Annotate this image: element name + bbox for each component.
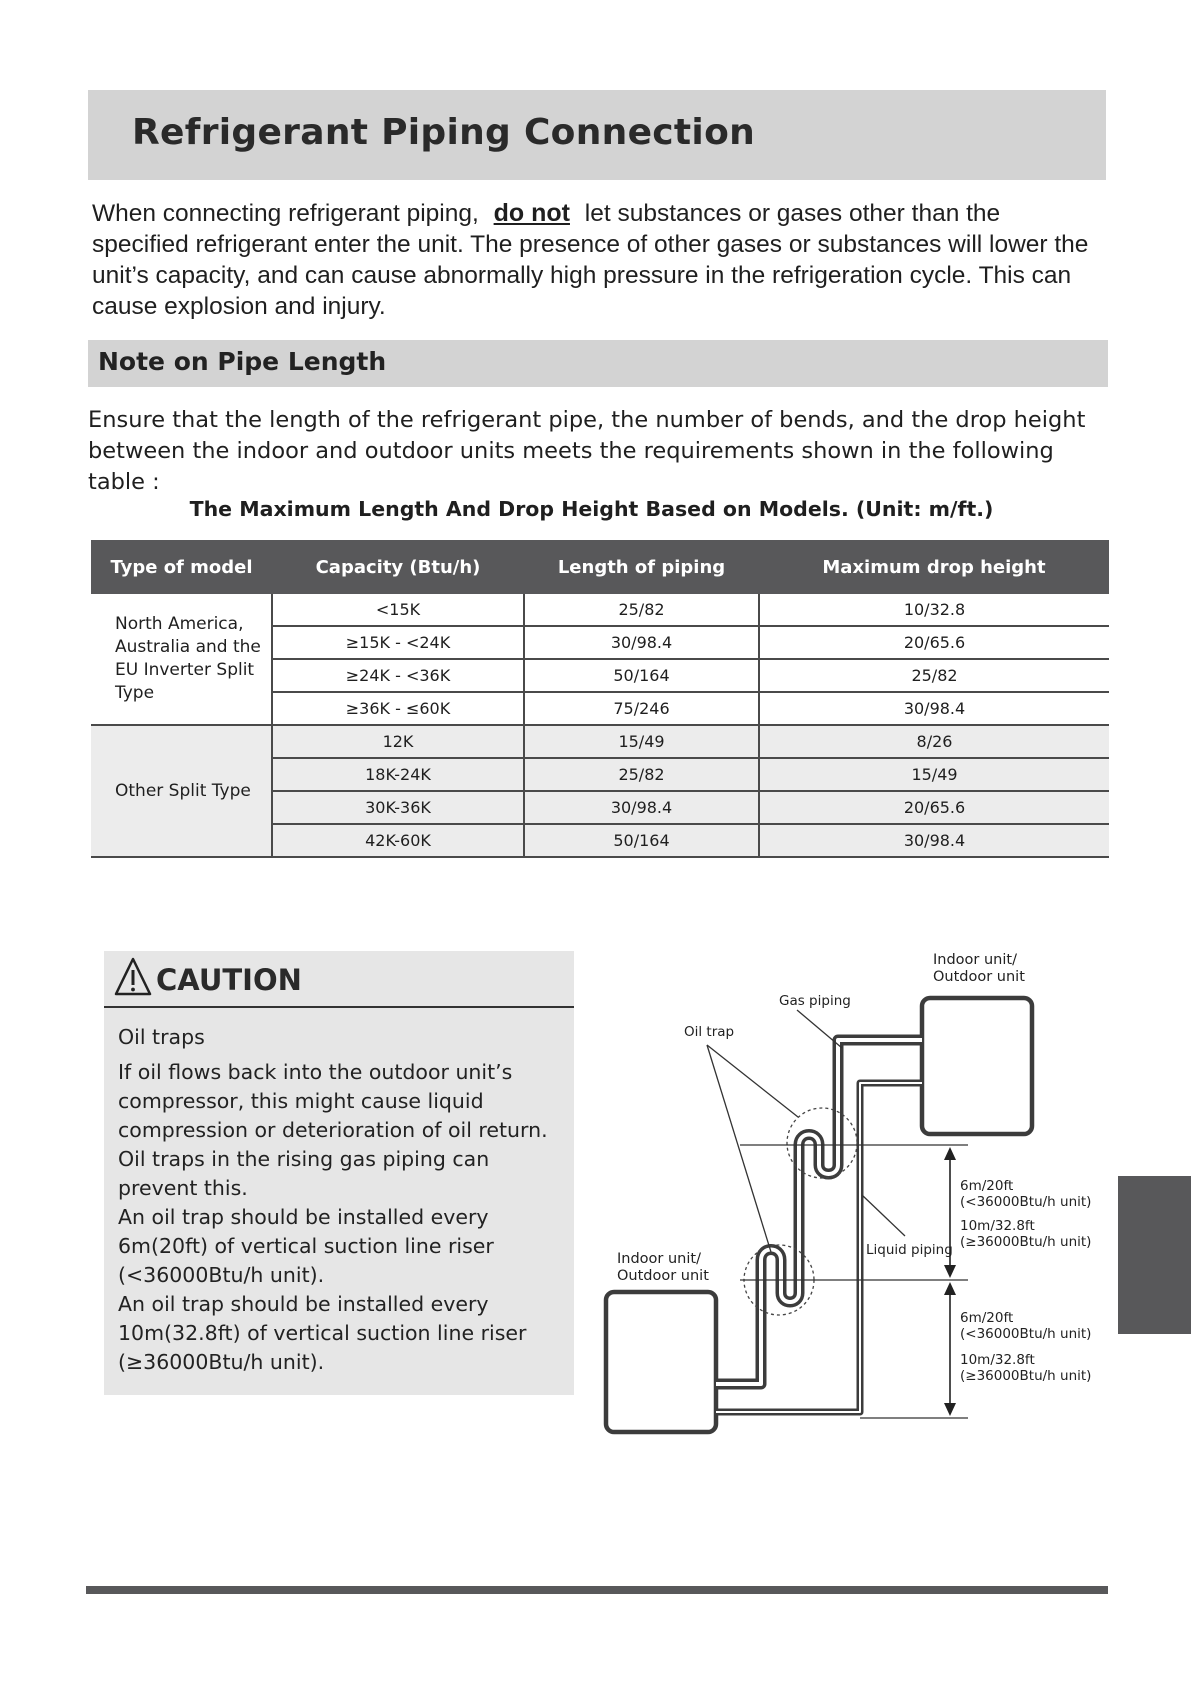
length-cell: 15/49: [524, 725, 759, 758]
intro-text-before: When connecting refrigerant piping,: [92, 200, 479, 227]
caution-paragraph: If oil flows back into the outdoor unit’s compressor, this might cause liquid compression or deterioration of oil return. Oil traps in the rising gas piping can prevent this.: [118, 1060, 548, 1200]
length-cell: 30/98.4: [524, 626, 759, 659]
upper-interval-label: 10m/32.8ft: [960, 1218, 1035, 1234]
group-type-cell: Other Split Type: [91, 725, 272, 857]
caution-paragraph: An oil trap should be installed every 6m(20ft) of vertical suction line riser (<36000Btu/h unit).: [118, 1205, 494, 1287]
header-length: Length of piping: [524, 540, 759, 594]
lower-interval-label: (≥36000Btu/h unit): [960, 1368, 1092, 1384]
length-cell: 30/98.4: [524, 791, 759, 824]
lower-interval-label: 10m/32.8ft: [960, 1352, 1035, 1368]
length-cell: 25/82: [524, 594, 759, 626]
top-unit-label-2: Outdoor unit: [933, 969, 1025, 985]
gas-pipe: [716, 1040, 922, 1384]
bottom-unit-label-2: Outdoor unit: [617, 1268, 709, 1284]
capacity-cell: 30K-36K: [272, 791, 524, 824]
capacity-cell: ≥36K - ≤60K: [272, 692, 524, 725]
upper-interval-label: (≥36000Btu/h unit): [960, 1234, 1092, 1250]
length-cell: 75/246: [524, 692, 759, 725]
length-cell: 50/164: [524, 824, 759, 857]
bottom-unit-label-1: Indoor unit/: [617, 1251, 701, 1267]
capacity-cell: ≥15K - <24K: [272, 626, 524, 659]
drop-cell: 20/65.6: [759, 791, 1109, 824]
bottom-unit-box: [606, 1292, 716, 1432]
drop-cell: 10/32.8: [759, 594, 1109, 626]
capacity-cell: 18K-24K: [272, 758, 524, 791]
top-unit-label-1: Indoor unit/: [933, 952, 1017, 968]
drop-cell: 30/98.4: [759, 692, 1109, 725]
oil-trap-label: Oil trap: [684, 1024, 735, 1040]
drop-cell: 8/26: [759, 725, 1109, 758]
intro-emphasis: do not: [493, 199, 570, 227]
upper-interval-label: (<36000Btu/h unit): [960, 1194, 1092, 1210]
header-drop: Maximum drop height: [759, 540, 1109, 594]
drop-cell: 25/82: [759, 659, 1109, 692]
capacity-cell: 12K: [272, 725, 524, 758]
drop-cell: 20/65.6: [759, 626, 1109, 659]
section-side-tab: [1118, 1176, 1191, 1334]
lower-interval-label: 6m/20ft: [960, 1310, 1014, 1326]
drop-cell: 15/49: [759, 758, 1109, 791]
top-unit-box: [922, 998, 1032, 1134]
upper-interval-label: 6m/20ft: [960, 1178, 1014, 1194]
table-caption: The Maximum Length And Drop Height Based on Models. (Unit: m/ft.): [189, 497, 994, 521]
drop-cell: 30/98.4: [759, 824, 1109, 857]
intro-text-after: let substances or gases other than the specified refrigerant enter the unit. The presence of other gases or substances will lower the unit’s capacity, and can cause abnormally high pressure in the refrigeration cycle. This can cause explosion and injury.: [92, 200, 1089, 320]
header-type: Type of model: [91, 540, 272, 594]
caution-subtitle: Oil traps: [118, 1025, 205, 1049]
length-cell: 25/82: [524, 758, 759, 791]
capacity-cell: <15K: [272, 594, 524, 626]
page-title: Refrigerant Piping Connection: [132, 112, 756, 153]
caution-heading: CAUTION: [156, 963, 302, 997]
group-type-cell: North America, Australia and the EU Inverter Split Type: [91, 594, 272, 725]
lower-interval-label: (<36000Btu/h unit): [960, 1326, 1092, 1342]
header-capacity: Capacity (Btu/h): [272, 540, 524, 594]
section-text: Ensure that the length of the refrigerant pipe, the number of bends, and the drop height between the indoor and outdoor units meets the requirements shown in the following table :: [88, 407, 1086, 495]
liquid-piping-label: Liquid piping: [866, 1242, 953, 1258]
length-cell: 50/164: [524, 659, 759, 692]
gas-piping-label: Gas piping: [779, 993, 851, 1009]
capacity-cell: 42K-60K: [272, 824, 524, 857]
capacity-cell: ≥24K - <36K: [272, 659, 524, 692]
caution-paragraph: An oil trap should be installed every 10m(32.8ft) of vertical suction line riser (≥36000Btu/h unit).: [118, 1292, 527, 1374]
section-heading: Note on Pipe Length: [98, 347, 387, 376]
footer-rule: [86, 1586, 1108, 1594]
